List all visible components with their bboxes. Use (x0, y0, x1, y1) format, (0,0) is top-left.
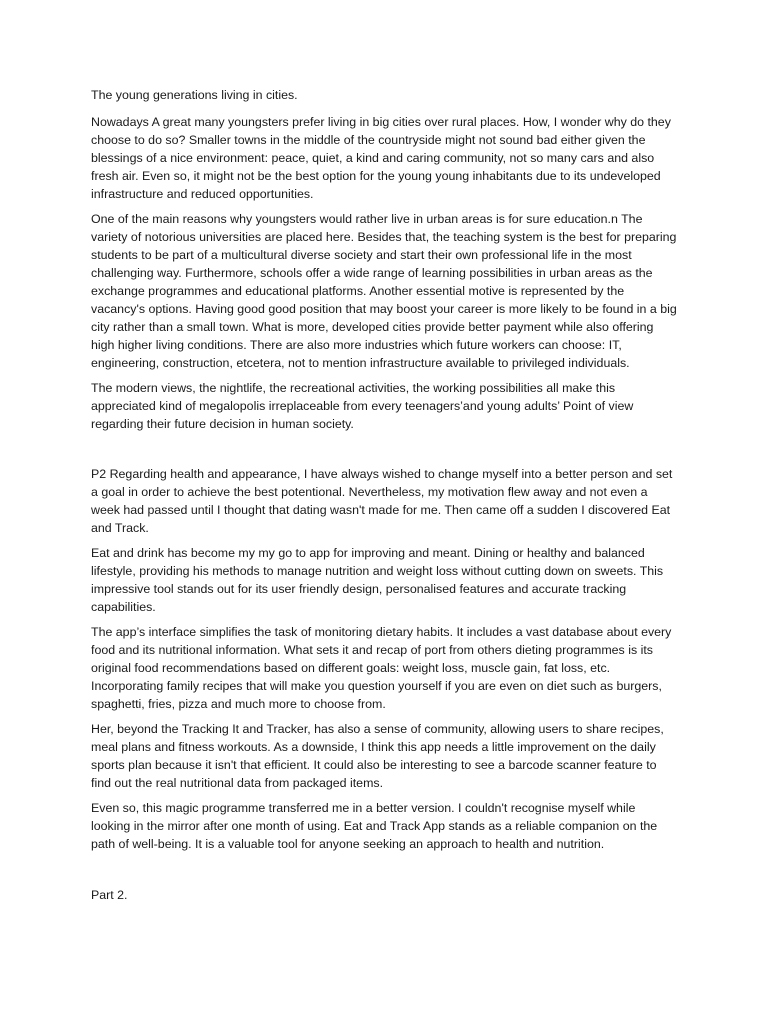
paragraph-app-community: Her, beyond the Tracking It and Tracker, has also a sense of community, allowing users to share recipes, meal plans and fitness workouts. As a downside, I think this app needs a little improvement on the daily sports plan because it isn't that efficient. It could also be interesting to see a barcode scanner feature to find out the real nutritional data from packaged items. (91, 722, 664, 790)
document-page (91, 86, 677, 911)
paragraph-intro: Nowadays A great many youngsters prefer living in big cities over rural places. How, I wonder why do they choose to do so? Smaller towns in the middle of the countryside might not sound bad either given the blessings of a nice environment: peace, quiet, a kind and caring community, not so many cars and also fresh air. Even so, it might not be the best option for the young young inhabitants due to its undeveloped infrastructure and reduced opportunities. (91, 115, 671, 201)
paragraph-app-overview: Eat and drink has become my my go to app for improving and meant. Dining or healthy and balanced lifestyle, providing his methods to manage nutrition and weight loss without cutting down on sweets. This impressive tool stands out for its user friendly design, personalised features and accurate tracking capabilities. (91, 546, 664, 614)
part-label: Part 2. (91, 888, 128, 902)
paragraph-app-interface: The app’s interface simplifies the task of monitoring dietary habits. It includes a vast database about every food and its nutritional information. What sets it and recap of port from others dieting programmes is its original food recommendations based on different goals: weight loss, muscle gain, fat loss, etc. Incorporating family recipes that will make you question yourself if you are even on diet such as burgers, spaghetti, fries, pizza and much more to choose from. (91, 625, 672, 711)
paragraph-app-conclusion: Even so, this magic programme transferred me in a better version. I couldn't recognise myself while looking in the mirror after one month of using. Eat and Track App stands as a reliable companion on the path of well-being. It is a valuable tool for anyone seeking an approach to health and nutrition. (91, 801, 658, 851)
paragraph-education-jobs: One of the main reasons why youngsters would rather live in urban areas is for sure education.n The variety of notorious universities are placed here. Besides that, the teaching system is the best for preparing students to be part of a multicultural diverse society and start their own professional life in the most challenging way. Furthermore, schools offer a wide range of learning possibilities in urban areas as the exchange programmes and educational platforms. Another essential motive is represented by the vacancy's options. Having good good position that may boost your career is more likely to be found in a big city rather than a small town. What is more, developed cities provide better payment while also offering high higher living conditions. There are also more industries which future workers can choose: IT, engineering, construction, etcetera, not to mention infrastructure available to privileged individuals. (91, 212, 677, 370)
section-gap (91, 440, 677, 465)
paragraph-p2-intro: P2 Regarding health and appearance, I have always wished to change myself into a better person and set a goal in order to achieve the best potentional. Nevertheless, my motivation flew away and not even a week had passed until I thought that dating wasn't made for me. Then came off a sudden I discovered Eat and Track. (91, 467, 673, 535)
paragraph-conclusion: The modern views, the nightlife, the recreational activities, the working possibilities all make this appreciated kind of megalopolis irreplaceable from every teenagers’and young adults’ Point of view regarding their future decision in human society. (91, 381, 634, 431)
footer-gap (91, 860, 677, 886)
essay-title: The young generations living in cities. (91, 88, 298, 102)
